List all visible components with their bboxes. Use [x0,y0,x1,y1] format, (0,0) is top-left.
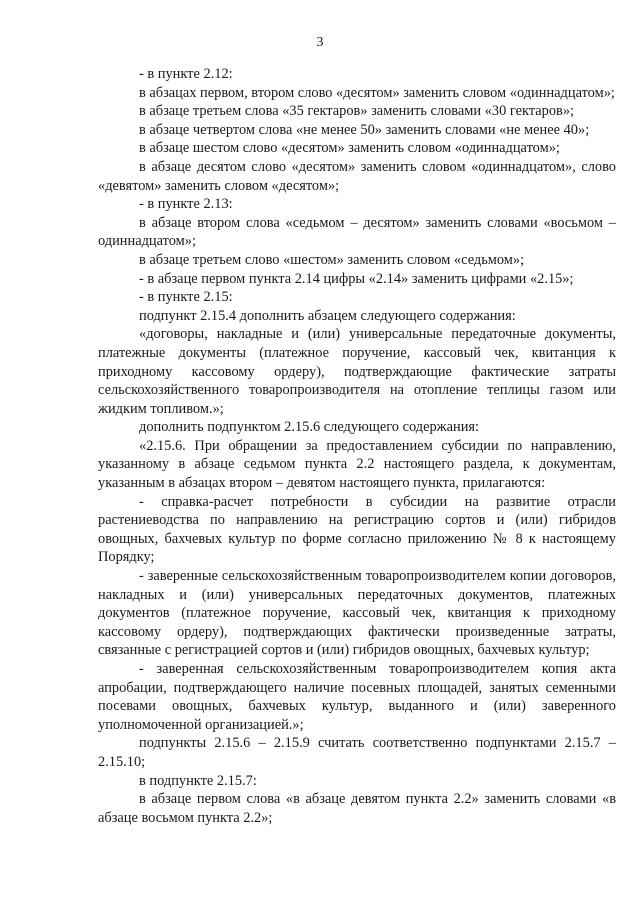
page-number: 3 [316,35,324,50]
paragraph: - заверенные сельскохозяйственным товаропроизводителем копии договоров, накладных и (или) универсальных передаточных документов, платежных документов (платежное поручение, кассовый чек, квитанция к приходному кассовому ордеру), подтверждающих фактически произведенные затраты, связанные с регистрацией сортов и (или) гибридов овощных, бахчевых культур; [98,568,616,659]
paragraph: - в пункте 2.12: [139,66,233,82]
paragraph: подпункты 2.15.6 – 2.15.9 считать соответственно подпунктами 2.15.7 – 2.15.10; [98,735,616,770]
paragraph: в абзаце десятом слово «десятом» заменить словом «одиннадцатом», слово «девятом» заменить словом «десятом»; [98,158,616,194]
paragraph: «2.15.6. При обращении за предоставлением субсидии по направлению, указанному в абзаце седьмом пункта 2.2 настоящего раздела, к документам, указанным в абзацах втором – девятом настоящего пункта, прилагаются: [98,437,616,492]
paragraph: - справка-расчет потребности в субсидии на развитие отрасли растениеводства по направлению на регистрацию сортов и (или) гибридов овощных, бахчевых культур по форме согласно приложению № 8 к настоящему Порядку; [98,493,616,566]
paragraph: в абзаце четвертом слова «не менее 50» заменить словами «не менее 40»; [139,121,590,138]
paragraph: - заверенная сельскохозяйственным товаропроизводителем копия акта апробации, подтверждающего наличие посевных площадей, занятых семенными посевами овощных, бахчевых культур, выданного и (или) заверенного уполномоченной организацией.»; [98,661,616,733]
paragraph: в абзаце третьем слова «35 гектаров» заменить словами «30 гектаров»; [139,103,575,120]
paragraph: - в абзаце первом пункта 2.14 цифры «2.14» заменить цифрами «2.15»; [139,270,574,287]
paragraph: в абзаце третьем слово «шестом» заменить словом «седьмом»; [139,251,525,268]
paragraph: «договоры, накладные и (или) универсальные передаточные документы, платежные документы (платежное поручение, кассовый чек, квитанция к приходному кассовому ордеру), подтверждающие фактические затраты сельскохозяйственного товаропроизводителя на отопление теплицы газом или жидким топливом.»; [98,326,616,417]
paragraph: в абзаце втором слова «седьмом – десятом» заменить словами «восьмом – одиннадцатом»; [98,214,616,250]
paragraph: - в пункте 2.15: [139,289,233,306]
paragraph: дополнить подпунктом 2.15.6 следующего содержания: [139,419,480,436]
paragraph: подпункт 2.15.4 дополнить абзацем следующего содержания: [139,307,516,324]
document-body [98,65,616,827]
paragraph: - в пункте 2.13: [139,196,233,213]
paragraph: в абзацах первом, втором слово «десятом» заменить словом «одиннадцатом»; [139,84,615,101]
paragraph: в абзаце первом слова «в абзаце девятом пункта 2.2» заменить словами «в абзаце восьмом пункта 2.2»; [98,791,616,826]
paragraph: в абзаце шестом слово «десятом» заменить словом «одиннадцатом»; [139,140,560,157]
paragraph: в подпункте 2.15.7: [139,772,257,789]
